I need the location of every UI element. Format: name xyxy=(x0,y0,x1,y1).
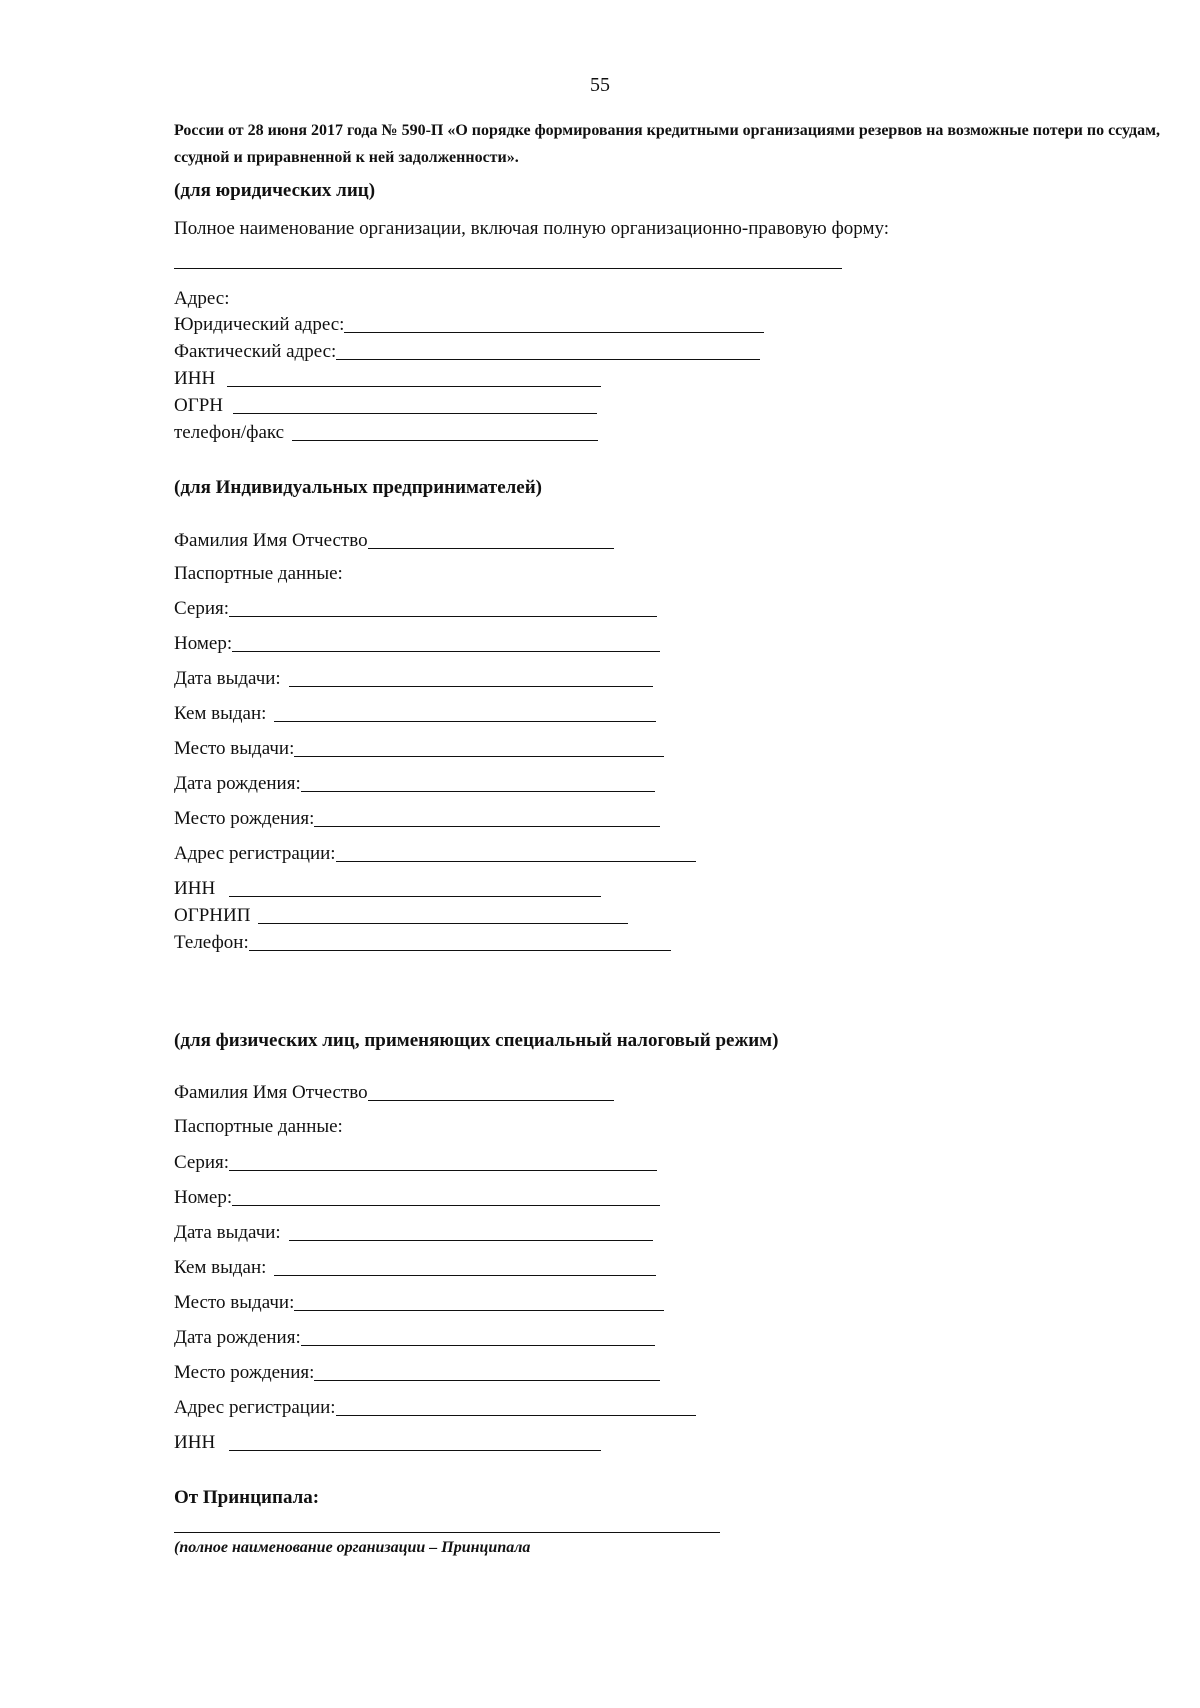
inn-field xyxy=(174,364,601,390)
ip-issue-date-input[interactable] xyxy=(289,686,653,687)
entrepreneurs-heading: (для Индивидуальных предпринимателей) xyxy=(174,477,543,498)
inn-label: ИНН xyxy=(174,368,216,389)
actual-address-field xyxy=(174,337,760,363)
ip-issue-place-field xyxy=(174,734,664,760)
ip-reg-address-label: Адрес регистрации: xyxy=(174,843,336,864)
ip-series-input[interactable] xyxy=(229,616,657,617)
ip-fio-label: Фамилия Имя Отчество xyxy=(174,530,368,551)
ip-fio-input[interactable] xyxy=(368,548,614,549)
phone-fax-field xyxy=(174,418,598,444)
ip-number-input[interactable] xyxy=(232,651,660,652)
phone-fax-label: телефон/факс xyxy=(174,422,285,443)
fl-number-input[interactable] xyxy=(232,1205,660,1206)
ip-birth-place-input[interactable] xyxy=(314,826,660,827)
ip-issued-by-field xyxy=(174,699,656,725)
ip-inn-field xyxy=(174,874,601,900)
full-name-label: Полное наименование организации, включая полную организационно-правовую форму: xyxy=(174,218,890,239)
ip-birth-place-field xyxy=(174,804,660,830)
ip-inn-label: ИНН xyxy=(174,878,216,899)
ip-issued-by-label: Кем выдан: xyxy=(174,703,267,724)
ip-birth-date-field xyxy=(174,769,655,795)
page-number: 55 xyxy=(590,74,610,96)
ip-ogrnip-input[interactable] xyxy=(258,923,628,924)
fl-fio-input[interactable] xyxy=(368,1100,614,1101)
principal-heading: От Принципала: xyxy=(174,1487,320,1508)
ip-issue-place-input[interactable] xyxy=(294,756,664,757)
fl-passport-label: Паспортные данные: xyxy=(174,1116,343,1137)
fl-birth-place-input[interactable] xyxy=(314,1380,660,1381)
ip-issue-date-label: Дата выдачи: xyxy=(174,668,281,689)
fl-issued-by-label: Кем выдан: xyxy=(174,1257,267,1278)
fl-birth-date-field xyxy=(174,1323,655,1349)
ip-reg-address-field xyxy=(174,839,696,865)
fl-number-field xyxy=(174,1183,660,1209)
ip-issue-date-field xyxy=(174,664,653,690)
ogrn-input[interactable] xyxy=(233,413,597,414)
fl-number-label: Номер: xyxy=(174,1187,233,1208)
fl-birth-place-field xyxy=(174,1358,660,1384)
ip-passport-label: Паспортные данные: xyxy=(174,563,343,584)
ip-issued-by-input[interactable] xyxy=(274,721,656,722)
legal-address-label: Юридический адрес: xyxy=(174,314,345,335)
fl-issued-by-input[interactable] xyxy=(274,1275,656,1276)
legal-address-input[interactable] xyxy=(344,332,764,333)
ip-number-field xyxy=(174,629,660,655)
fl-series-label: Серия: xyxy=(174,1152,230,1173)
ip-inn-input[interactable] xyxy=(229,896,601,897)
fl-series-input[interactable] xyxy=(229,1170,657,1171)
ip-series-field xyxy=(174,594,657,620)
inn-input[interactable] xyxy=(227,386,601,387)
ip-issue-place-label: Место выдачи: xyxy=(174,738,295,759)
individuals-heading: (для физических лиц, применяющих специальный налоговый режим) xyxy=(174,1030,779,1051)
fl-issue-place-field xyxy=(174,1288,664,1314)
legal-entities-heading: (для юридических лиц) xyxy=(174,180,376,201)
fl-fio-label: Фамилия Имя Отчество xyxy=(174,1082,368,1103)
fl-birth-date-label: Дата рождения: xyxy=(174,1327,301,1348)
ip-reg-address-input[interactable] xyxy=(336,861,696,862)
fl-issue-place-label: Место выдачи: xyxy=(174,1292,295,1313)
address-label: Адрес: xyxy=(174,288,230,309)
fl-issue-date-input[interactable] xyxy=(289,1240,653,1241)
fl-birth-place-label: Место рождения: xyxy=(174,1362,315,1383)
fl-inn-label: ИНН xyxy=(174,1432,216,1453)
ip-phone-field xyxy=(174,928,671,954)
phone-fax-input[interactable] xyxy=(292,440,598,441)
fl-issue-place-input[interactable] xyxy=(294,1310,664,1311)
legal-address-field xyxy=(174,310,764,336)
ip-birth-place-label: Место рождения: xyxy=(174,808,315,829)
ip-phone-label: Телефон: xyxy=(174,932,249,953)
ip-phone-input[interactable] xyxy=(249,950,671,951)
intro-text: России от 28 июня 2017 года № 590-П «О порядке формирования кредитными организациями резервов на возможные потери по ссудам, ссудной и приравненной к ней задолженности». xyxy=(174,122,1161,166)
actual-address-input[interactable] xyxy=(336,359,760,360)
principal-name-field[interactable] xyxy=(174,1532,720,1533)
ip-series-label: Серия: xyxy=(174,598,230,619)
fl-reg-address-label: Адрес регистрации: xyxy=(174,1397,336,1418)
fl-birth-date-input[interactable] xyxy=(301,1345,655,1346)
ip-ogrnip-label: ОГРНИП xyxy=(174,905,251,926)
fl-series-field xyxy=(174,1148,657,1174)
fl-issue-date-label: Дата выдачи: xyxy=(174,1222,281,1243)
ip-birth-date-label: Дата рождения: xyxy=(174,773,301,794)
fl-inn-input[interactable] xyxy=(229,1450,601,1451)
ip-fio-field xyxy=(174,526,614,552)
fl-reg-address-input[interactable] xyxy=(336,1415,696,1416)
ogrn-label: ОГРН xyxy=(174,395,223,416)
full-name-field[interactable] xyxy=(174,268,842,269)
ip-ogrnip-field xyxy=(174,901,628,927)
fl-inn-field xyxy=(174,1428,601,1454)
fl-issue-date-field xyxy=(174,1218,653,1244)
ip-number-label: Номер: xyxy=(174,633,233,654)
fl-fio-field xyxy=(174,1078,614,1104)
principal-caption: (полное наименование организации – Принципала xyxy=(174,1539,531,1556)
fl-reg-address-field xyxy=(174,1393,696,1419)
ip-birth-date-input[interactable] xyxy=(301,791,655,792)
fl-issued-by-field xyxy=(174,1253,656,1279)
ogrn-field xyxy=(174,391,597,417)
actual-address-label: Фактический адрес: xyxy=(174,341,337,362)
